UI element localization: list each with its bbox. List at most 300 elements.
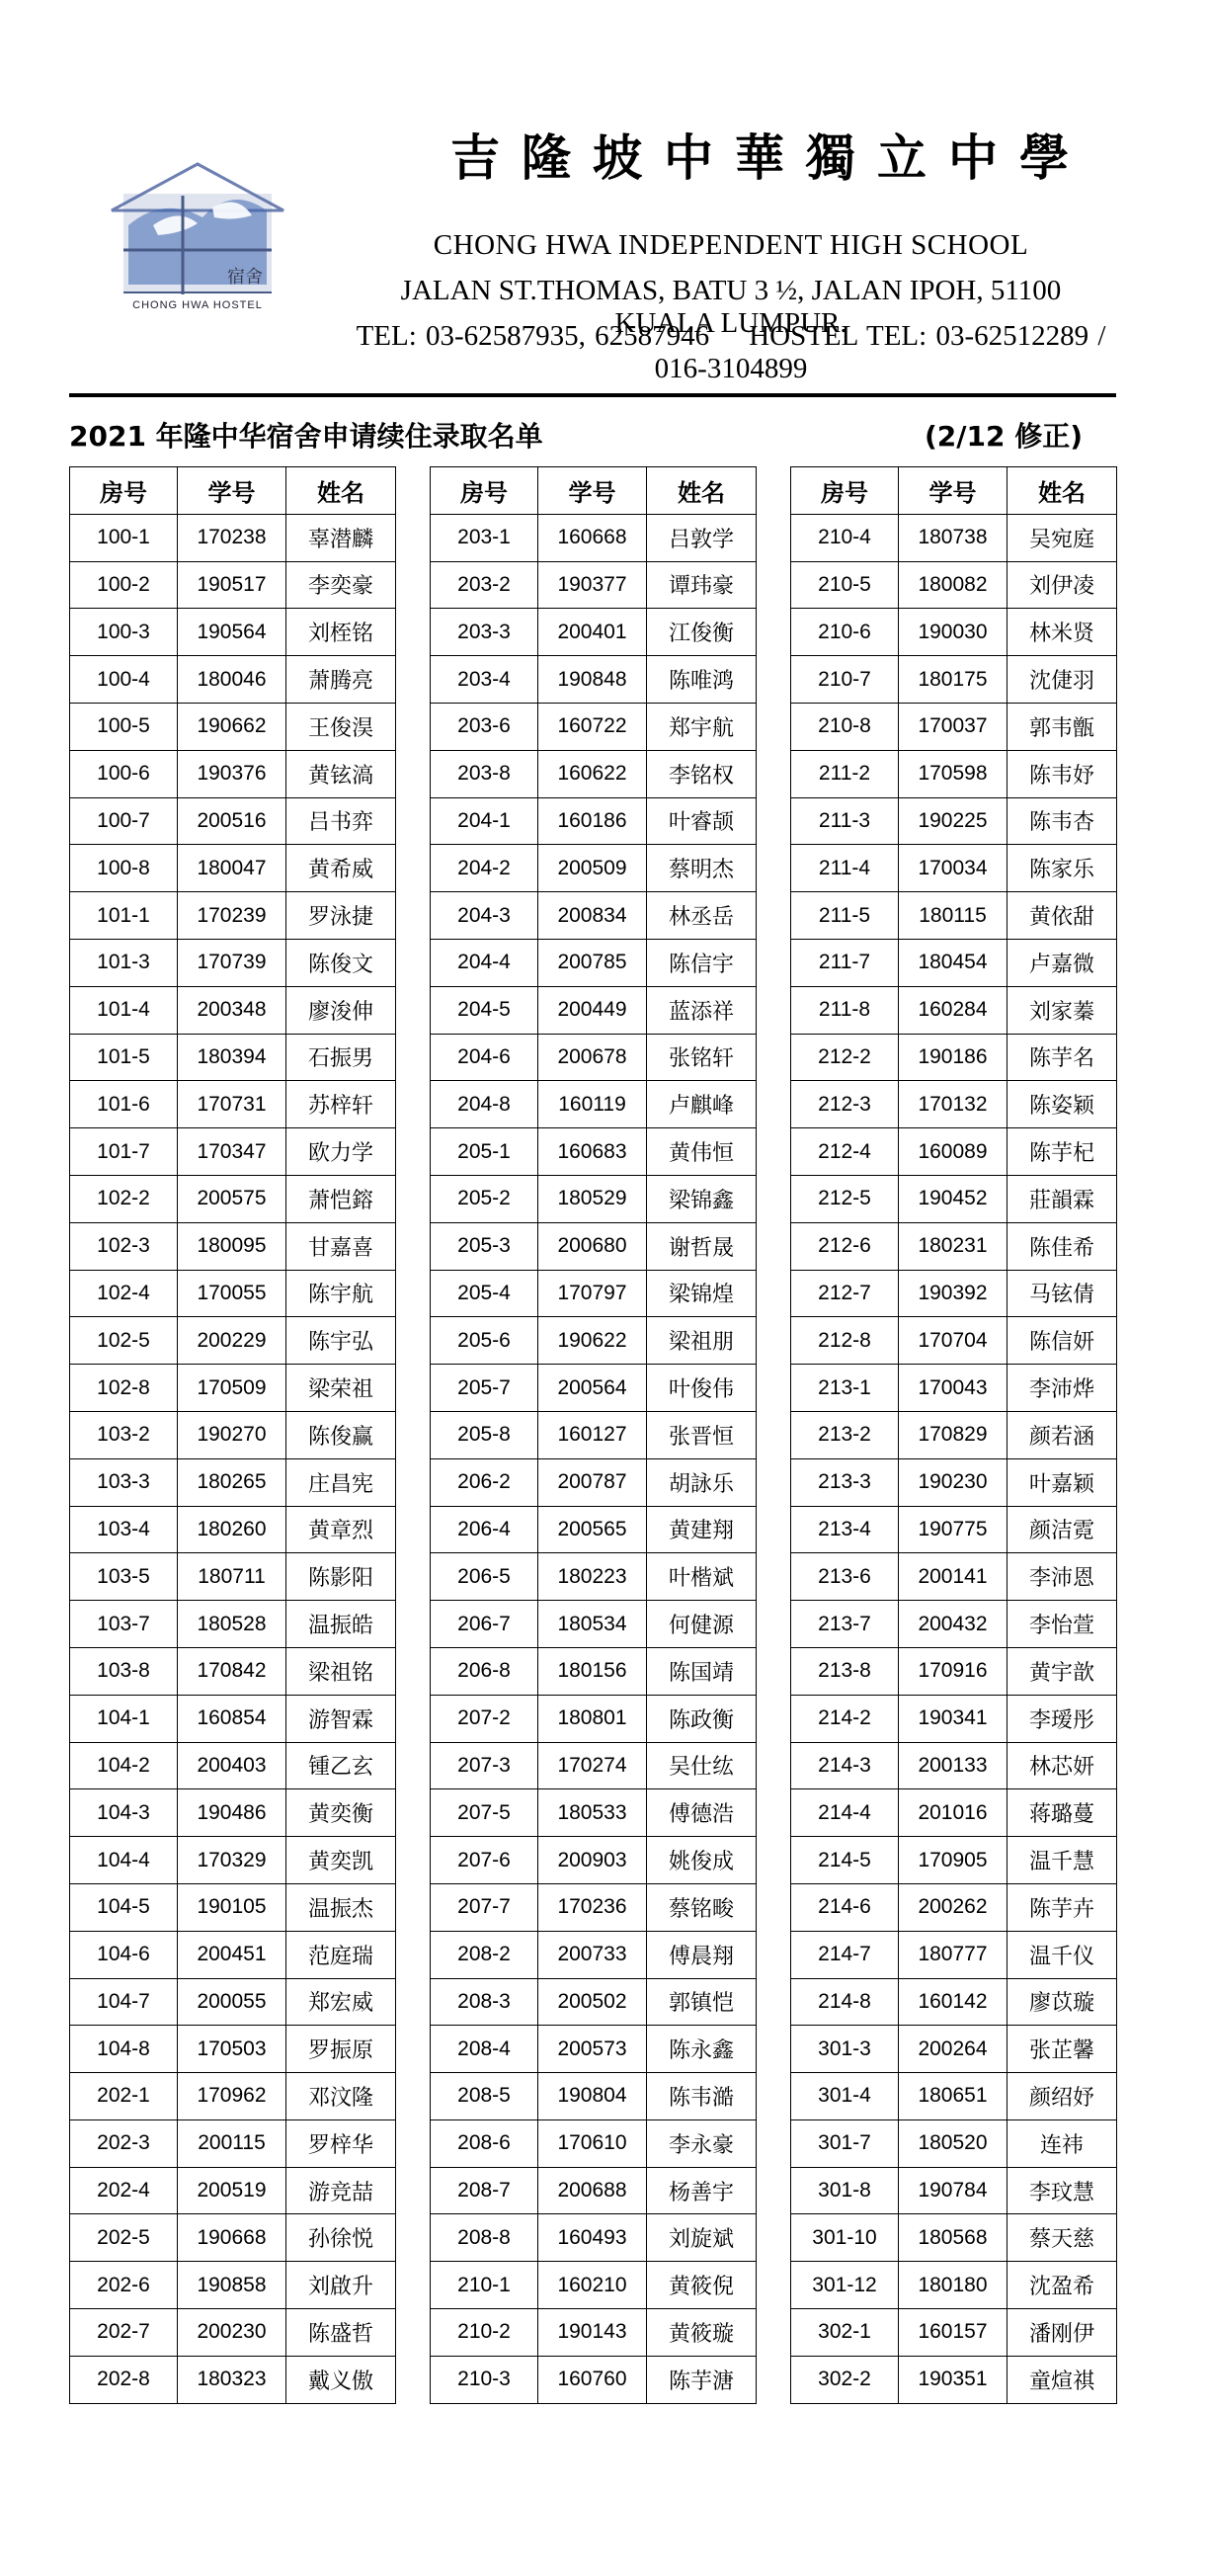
student-name-cell: 苏梓轩 <box>286 1081 396 1128</box>
student-name-cell: 何健源 <box>647 1601 757 1648</box>
student-name-cell: 梁锦煌 <box>647 1270 757 1317</box>
header-room: 房号 <box>70 467 178 515</box>
room-number-cell: 103-3 <box>70 1458 178 1506</box>
student-name-cell: 孙徐悦 <box>286 2214 396 2262</box>
room-number-cell: 206-5 <box>431 1553 538 1601</box>
table-row <box>791 2167 1117 2214</box>
table-row <box>431 1175 757 1222</box>
student-id-cell: 180711 <box>178 1553 286 1601</box>
room-number-cell: 102-8 <box>70 1365 178 1412</box>
table-row <box>70 2026 396 2073</box>
room-number-cell: 212-6 <box>791 1222 899 1270</box>
student-id-cell: 190622 <box>538 1317 647 1365</box>
room-number-cell: 102-5 <box>70 1317 178 1365</box>
table-row <box>791 1931 1117 1978</box>
student-id-cell: 200055 <box>178 1978 286 2026</box>
student-name-cell: 陈芋溏 <box>647 2356 757 2403</box>
room-number-cell: 202-6 <box>70 2262 178 2309</box>
room-number-cell: 100-6 <box>70 750 178 797</box>
student-id-cell: 180115 <box>899 892 1008 940</box>
room-number-cell: 207-5 <box>431 1789 538 1837</box>
room-number-cell: 204-6 <box>431 1034 538 1081</box>
room-number-cell: 205-6 <box>431 1317 538 1365</box>
student-name-cell: 陈姿颖 <box>1008 1081 1117 1128</box>
room-number-cell: 301-8 <box>791 2167 899 2214</box>
student-name-cell: 杨善宇 <box>647 2167 757 2214</box>
table-row <box>70 1411 396 1458</box>
table-row <box>791 2119 1117 2167</box>
table-row <box>791 1222 1117 1270</box>
student-name-cell: 庄昌宪 <box>286 1458 396 1506</box>
room-number-cell: 213-3 <box>791 1458 899 1506</box>
student-name-cell: 刘旋斌 <box>647 2214 757 2262</box>
student-id-cell: 180533 <box>538 1789 647 1837</box>
table-row <box>70 939 396 986</box>
header-name: 姓名 <box>647 467 757 515</box>
table-row <box>431 939 757 986</box>
room-number-cell: 208-3 <box>431 1978 538 2026</box>
table-row <box>431 797 757 845</box>
student-id-cell: 190030 <box>899 609 1008 656</box>
table-row <box>791 1978 1117 2026</box>
student-id-cell: 200432 <box>899 1601 1008 1648</box>
table-row <box>791 797 1117 845</box>
student-name-cell: 刘家蓁 <box>1008 986 1117 1034</box>
student-name-cell: 陈芋杞 <box>1008 1128 1117 1176</box>
student-id-cell: 190848 <box>538 656 647 704</box>
table-row <box>791 609 1117 656</box>
room-number-cell: 301-7 <box>791 2119 899 2167</box>
room-table-2 <box>430 466 757 2404</box>
student-name-cell: 刘桎铭 <box>286 609 396 656</box>
student-id-cell: 160760 <box>538 2356 647 2403</box>
room-number-cell: 210-4 <box>791 514 899 561</box>
student-name-cell: 廖浚伸 <box>286 986 396 1034</box>
room-number-cell: 104-3 <box>70 1789 178 1837</box>
student-name-cell: 刘啟升 <box>286 2262 396 2309</box>
student-name-cell: 陈家乐 <box>1008 845 1117 892</box>
room-number-cell: 212-3 <box>791 1081 899 1128</box>
table-row <box>791 1553 1117 1601</box>
student-name-cell: 石振男 <box>286 1034 396 1081</box>
room-number-cell: 302-1 <box>791 2309 899 2357</box>
student-id-cell: 200516 <box>178 797 286 845</box>
student-name-cell: 叶楷斌 <box>647 1553 757 1601</box>
student-name-cell: 叶嘉颖 <box>1008 1458 1117 1506</box>
student-id-cell: 180046 <box>178 656 286 704</box>
student-id-cell: 170905 <box>899 1837 1008 1884</box>
student-id-cell: 180260 <box>178 1506 286 1553</box>
room-number-cell: 202-8 <box>70 2356 178 2403</box>
student-name-cell: 胡詠乐 <box>647 1458 757 1506</box>
student-name-cell: 吕书弈 <box>286 797 396 845</box>
student-id-cell: 160186 <box>538 797 647 845</box>
header-student-id: 学号 <box>538 467 647 515</box>
student-id-cell: 180082 <box>899 561 1008 609</box>
student-name-cell: 廖苡璇 <box>1008 1978 1117 2026</box>
table-header-row <box>70 467 396 515</box>
student-id-cell: 200115 <box>178 2119 286 2167</box>
student-name-cell: 陈国靖 <box>647 1647 757 1695</box>
table-row <box>431 845 757 892</box>
student-id-cell: 170610 <box>538 2119 647 2167</box>
table-row <box>70 1081 396 1128</box>
room-number-cell: 211-5 <box>791 892 899 940</box>
table-row <box>431 1647 757 1695</box>
student-id-cell: 200733 <box>538 1931 647 1978</box>
student-name-cell: 刘伊凌 <box>1008 561 1117 609</box>
student-name-cell: 陈永鑫 <box>647 2026 757 2073</box>
room-number-cell: 212-8 <box>791 1317 899 1365</box>
room-number-cell: 104-2 <box>70 1742 178 1789</box>
table-row <box>70 1506 396 1553</box>
table-row <box>70 609 396 656</box>
room-number-cell: 214-3 <box>791 1742 899 1789</box>
student-name-cell: 陈芋名 <box>1008 1034 1117 1081</box>
header-room: 房号 <box>431 467 538 515</box>
table-row <box>431 1128 757 1176</box>
student-id-cell: 180323 <box>178 2356 286 2403</box>
room-number-cell: 211-3 <box>791 797 899 845</box>
table-row <box>70 703 396 750</box>
room-number-cell: 205-3 <box>431 1222 538 1270</box>
student-id-cell: 180520 <box>899 2119 1008 2167</box>
table-row <box>431 1978 757 2026</box>
room-number-cell: 214-8 <box>791 1978 899 2026</box>
student-name-cell: 江俊衡 <box>647 609 757 656</box>
student-id-cell: 190392 <box>899 1270 1008 1317</box>
student-name-cell: 陈俊文 <box>286 939 396 986</box>
table-row <box>431 2356 757 2403</box>
room-number-cell: 210-7 <box>791 656 899 704</box>
room-number-cell: 206-4 <box>431 1506 538 1553</box>
student-name-cell: 黄依甜 <box>1008 892 1117 940</box>
room-number-cell: 204-8 <box>431 1081 538 1128</box>
room-number-cell: 205-7 <box>431 1365 538 1412</box>
room-number-cell: 301-10 <box>791 2214 899 2262</box>
table-row <box>791 1034 1117 1081</box>
table-row <box>791 514 1117 561</box>
table-row <box>431 1081 757 1128</box>
room-number-cell: 102-2 <box>70 1175 178 1222</box>
student-name-cell: 蒋璐蔓 <box>1008 1789 1117 1837</box>
room-number-cell: 214-4 <box>791 1789 899 1837</box>
student-name-cell: 郭镇恺 <box>647 1978 757 2026</box>
table-row <box>70 1175 396 1222</box>
student-name-cell: 李玟慧 <box>1008 2167 1117 2214</box>
table-row <box>791 1647 1117 1695</box>
student-name-cell: 傅德浩 <box>647 1789 757 1837</box>
table-row <box>431 892 757 940</box>
student-id-cell: 180175 <box>899 656 1008 704</box>
student-name-cell: 游竞喆 <box>286 2167 396 2214</box>
table-row <box>70 1317 396 1365</box>
student-name-cell: 陈政衡 <box>647 1695 757 1742</box>
student-id-cell: 190105 <box>178 1883 286 1931</box>
student-id-cell: 170239 <box>178 892 286 940</box>
student-id-cell: 170238 <box>178 514 286 561</box>
table-row <box>431 2073 757 2120</box>
student-id-cell: 170274 <box>538 1742 647 1789</box>
student-name-cell: 王俊淏 <box>286 703 396 750</box>
student-name-cell: 温千慧 <box>1008 1837 1117 1884</box>
student-id-cell: 200451 <box>178 1931 286 1978</box>
table-row <box>70 1742 396 1789</box>
table-row <box>791 2356 1117 2403</box>
student-id-cell: 160854 <box>178 1695 286 1742</box>
student-id-cell: 160668 <box>538 514 647 561</box>
room-number-cell: 207-3 <box>431 1742 538 1789</box>
room-number-cell: 213-2 <box>791 1411 899 1458</box>
room-number-cell: 214-5 <box>791 1837 899 1884</box>
room-number-cell: 204-5 <box>431 986 538 1034</box>
room-number-cell: 205-4 <box>431 1270 538 1317</box>
room-number-cell: 207-7 <box>431 1883 538 1931</box>
table-row <box>70 1837 396 1884</box>
student-name-cell: 郑宏威 <box>286 1978 396 2026</box>
room-number-cell: 203-3 <box>431 609 538 656</box>
student-id-cell: 190186 <box>899 1034 1008 1081</box>
student-name-cell: 李奕豪 <box>286 561 396 609</box>
student-name-cell: 蔡铭畯 <box>647 1883 757 1931</box>
room-number-cell: 206-2 <box>431 1458 538 1506</box>
room-number-cell: 212-7 <box>791 1270 899 1317</box>
room-number-cell: 205-8 <box>431 1411 538 1458</box>
student-name-cell: 沈盈希 <box>1008 2262 1117 2309</box>
table-row <box>70 561 396 609</box>
student-id-cell: 160722 <box>538 703 647 750</box>
student-id-cell: 180047 <box>178 845 286 892</box>
room-number-cell: 205-1 <box>431 1128 538 1176</box>
room-number-cell: 210-6 <box>791 609 899 656</box>
table-row <box>791 561 1117 609</box>
table-row <box>70 845 396 892</box>
table-row <box>431 561 757 609</box>
room-number-cell: 208-8 <box>431 2214 538 2262</box>
student-id-cell: 201016 <box>899 1789 1008 1837</box>
student-name-cell: 陈影阳 <box>286 1553 396 1601</box>
school-address: JALAN ST.THOMAS, BATU 3 ½, JALAN IPOH, 51100 KUALA LUMPUR. <box>400 275 1062 339</box>
student-name-cell: 梁荣祖 <box>286 1365 396 1412</box>
student-id-cell: 170962 <box>178 2073 286 2120</box>
student-name-cell: 李沛恩 <box>1008 1553 1117 1601</box>
room-number-cell: 101-5 <box>70 1034 178 1081</box>
student-id-cell: 160157 <box>899 2309 1008 2357</box>
room-number-cell: 211-7 <box>791 939 899 986</box>
room-number-cell: 203-2 <box>431 561 538 609</box>
student-id-cell: 200262 <box>899 1883 1008 1931</box>
student-name-cell: 黄筱璇 <box>647 2309 757 2357</box>
student-id-cell: 160127 <box>538 1411 647 1458</box>
student-name-cell: 马铉倩 <box>1008 1270 1117 1317</box>
student-id-cell: 200519 <box>178 2167 286 2214</box>
student-id-cell: 180651 <box>899 2073 1008 2120</box>
student-id-cell: 170739 <box>178 939 286 986</box>
revision-note: (2/12 修正) <box>925 420 1084 453</box>
room-number-cell: 302-2 <box>791 2356 899 2403</box>
room-number-cell: 301-12 <box>791 2262 899 2309</box>
student-name-cell: 黄奕衡 <box>286 1789 396 1837</box>
table-row <box>70 2073 396 2120</box>
table-row <box>431 703 757 750</box>
table-row <box>791 1506 1117 1553</box>
table-row <box>431 2309 757 2357</box>
student-id-cell: 160142 <box>899 1978 1008 2026</box>
student-name-cell: 颜洁霓 <box>1008 1506 1117 1553</box>
hostel-tel: HOSTEL TEL: 03-62512289 / 016-3104899 <box>654 320 1106 384</box>
student-name-cell: 陈俊赢 <box>286 1411 396 1458</box>
student-id-cell: 190486 <box>178 1789 286 1837</box>
room-number-cell: 205-2 <box>431 1175 538 1222</box>
room-number-cell: 204-2 <box>431 845 538 892</box>
table-row <box>70 1601 396 1648</box>
table-row <box>70 750 396 797</box>
student-name-cell: 张铭轩 <box>647 1034 757 1081</box>
student-name-cell: 温振皓 <box>286 1601 396 1648</box>
logo-text-cn: 宿舍 <box>227 267 263 288</box>
student-id-cell: 200348 <box>178 986 286 1034</box>
student-id-cell: 160089 <box>899 1128 1008 1176</box>
header-student-id: 学号 <box>899 467 1008 515</box>
school-tel: TEL: 03-62587935, 62587946 <box>356 320 710 352</box>
table-row <box>431 514 757 561</box>
student-name-cell: 卢嘉微 <box>1008 939 1117 986</box>
table-row <box>791 1128 1117 1176</box>
table-row <box>70 1128 396 1176</box>
student-id-cell: 190564 <box>178 609 286 656</box>
room-number-cell: 301-4 <box>791 2073 899 2120</box>
table-row <box>431 1883 757 1931</box>
room-number-cell: 213-8 <box>791 1647 899 1695</box>
student-name-cell: 姚俊成 <box>647 1837 757 1884</box>
student-name-cell: 黄宇歆 <box>1008 1647 1117 1695</box>
student-id-cell: 200229 <box>178 1317 286 1365</box>
student-id-cell: 190662 <box>178 703 286 750</box>
student-id-cell: 190668 <box>178 2214 286 2262</box>
room-number-cell: 100-2 <box>70 561 178 609</box>
student-name-cell: 萧腾亮 <box>286 656 396 704</box>
student-name-cell: 叶俊伟 <box>647 1365 757 1412</box>
room-number-cell: 202-3 <box>70 2119 178 2167</box>
student-name-cell: 陈唯鸿 <box>647 656 757 704</box>
student-id-cell: 180777 <box>899 1931 1008 1978</box>
student-name-cell: 李怡萱 <box>1008 1601 1117 1648</box>
student-id-cell: 200787 <box>538 1458 647 1506</box>
table-row <box>70 1034 396 1081</box>
table-row <box>431 1222 757 1270</box>
student-id-cell: 200678 <box>538 1034 647 1081</box>
student-id-cell: 170503 <box>178 2026 286 2073</box>
student-name-cell: 连祎 <box>1008 2119 1117 2167</box>
student-name-cell: 陈韦澔 <box>647 2073 757 2120</box>
room-number-cell: 103-5 <box>70 1553 178 1601</box>
table-row <box>70 1978 396 2026</box>
student-id-cell: 200449 <box>538 986 647 1034</box>
table-row <box>791 1742 1117 1789</box>
student-id-cell: 160119 <box>538 1081 647 1128</box>
table-row <box>70 2262 396 2309</box>
table-row <box>791 892 1117 940</box>
table-row <box>431 1034 757 1081</box>
table-row <box>70 2214 396 2262</box>
student-id-cell: 200509 <box>538 845 647 892</box>
table-row <box>791 2262 1117 2309</box>
student-id-cell: 180529 <box>538 1175 647 1222</box>
student-name-cell: 沈倢羽 <box>1008 656 1117 704</box>
table-row <box>791 2026 1117 2073</box>
room-number-cell: 204-4 <box>431 939 538 986</box>
student-name-cell: 卢麒峰 <box>647 1081 757 1128</box>
student-id-cell: 190270 <box>178 1411 286 1458</box>
room-number-cell: 100-3 <box>70 609 178 656</box>
student-name-cell: 黄筱倪 <box>647 2262 757 2309</box>
student-id-cell: 170055 <box>178 1270 286 1317</box>
header-room: 房号 <box>791 467 899 515</box>
student-id-cell: 170034 <box>899 845 1008 892</box>
student-name-cell: 邓汶隆 <box>286 2073 396 2120</box>
room-number-cell: 210-8 <box>791 703 899 750</box>
student-name-cell: 吕敦学 <box>647 514 757 561</box>
table-row <box>431 1931 757 1978</box>
student-id-cell: 170598 <box>899 750 1008 797</box>
student-id-cell: 190775 <box>899 1506 1008 1553</box>
table-row <box>431 1695 757 1742</box>
room-number-cell: 101-3 <box>70 939 178 986</box>
room-table-1 <box>69 466 396 2404</box>
table-row <box>791 1695 1117 1742</box>
student-name-cell: 李瑷彤 <box>1008 1695 1117 1742</box>
student-id-cell: 160284 <box>899 986 1008 1034</box>
student-name-cell: 黄伟恒 <box>647 1128 757 1176</box>
room-number-cell: 100-1 <box>70 514 178 561</box>
student-id-cell: 160210 <box>538 2262 647 2309</box>
student-id-cell: 200401 <box>538 609 647 656</box>
room-number-cell: 211-8 <box>791 986 899 1034</box>
student-name-cell: 郭韦甑 <box>1008 703 1117 750</box>
student-id-cell: 180528 <box>178 1601 286 1648</box>
room-number-cell: 102-4 <box>70 1270 178 1317</box>
table-row <box>70 1695 396 1742</box>
room-number-cell: 100-4 <box>70 656 178 704</box>
room-number-cell: 213-4 <box>791 1506 899 1553</box>
student-id-cell: 200688 <box>538 2167 647 2214</box>
room-number-cell: 210-3 <box>431 2356 538 2403</box>
room-number-cell: 101-4 <box>70 986 178 1034</box>
student-name-cell: 戴义傲 <box>286 2356 396 2403</box>
room-number-cell: 103-7 <box>70 1601 178 1648</box>
room-number-cell: 101-6 <box>70 1081 178 1128</box>
room-number-cell: 104-5 <box>70 1883 178 1931</box>
student-name-cell: 萧恺鎔 <box>286 1175 396 1222</box>
student-name-cell: 范庭瑞 <box>286 1931 396 1978</box>
room-number-cell: 204-1 <box>431 797 538 845</box>
room-number-cell: 103-2 <box>70 1411 178 1458</box>
table-row <box>791 1883 1117 1931</box>
room-number-cell: 206-8 <box>431 1647 538 1695</box>
table-row <box>70 2167 396 2214</box>
student-id-cell: 170329 <box>178 1837 286 1884</box>
student-id-cell: 200502 <box>538 1978 647 2026</box>
student-id-cell: 190517 <box>178 561 286 609</box>
student-name-cell: 陈韦杏 <box>1008 797 1117 845</box>
student-id-cell: 190341 <box>899 1695 1008 1742</box>
student-id-cell: 180801 <box>538 1695 647 1742</box>
student-name-cell: 张芷馨 <box>1008 2026 1117 2073</box>
header-student-id: 学号 <box>178 467 286 515</box>
student-name-cell: 陈宇航 <box>286 1270 396 1317</box>
student-id-cell: 170132 <box>899 1081 1008 1128</box>
table-row <box>431 986 757 1034</box>
